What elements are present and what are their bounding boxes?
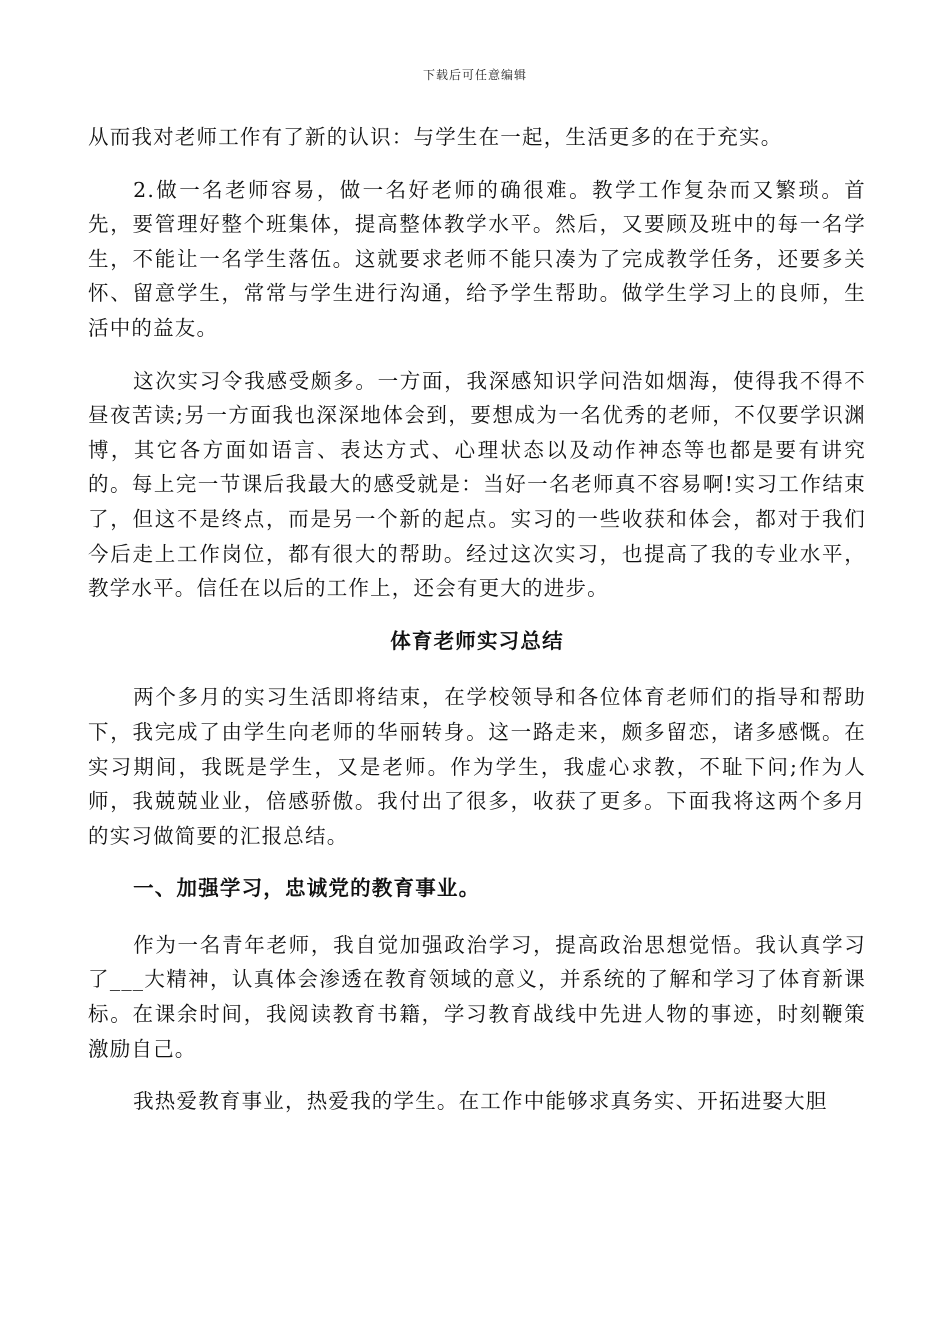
paragraph-4: 两个多月的实习生活即将结束，在学校领导和各位体育老师们的指导和帮助下，我完成了由学生向老师的华丽转身。这一路走来，颇多留恋，诸多感慨。在实习期间，我既是学生，又是老师。作为学生，我虚心求教，不耻下问;作为人师，我兢兢业业，倍感骄傲。我付出了很多，收获了更多。下面我将这两个多月的实习做简要的汇报总结。	[88, 685, 866, 848]
paragraph-1: 从而我对老师工作有了新的认识：与学生在一起，生活更多的在于充实。	[88, 125, 783, 149]
section-heading-1: 一、加强学习，忠诚党的教育事业。	[133, 876, 481, 901]
paragraph-2: 2.做一名老师容易，做一名好老师的确很难。教学工作复杂而又繁琐。首先，要管理好整个班集体，提高整体教学水平。然后，又要顾及班中的每一名学生，不能让一名学生落伍。这就要求老师不能只凑为了完成教学任务，还要多关怀、留意学生，常常与学生进行沟通，给予学生帮助。做学生学习上的良师，生活中的益友。	[88, 177, 866, 340]
paragraph-3: 这次实习令我感受颇多。一方面，我深感知识学问浩如烟海，使得我不得不昼夜苦读;另一方面我也深深地体会到，要想成为一名优秀的老师，不仅要学识渊博，其它各方面如语言、表达方式、心理状态以及动作神态等也都是要有讲究的。每上完一节课后我最大的感受就是：当好一名老师真不容易啊!实习工作结束了，但这不是终点，而是另一个新的起点。实习的一些收获和体会，都对于我们今后走上工作岗位，都有很大的帮助。经过这次实习，也提高了我的专业水平，教学水平。信任在以后的工作上，还会有更大的进步。	[88, 368, 866, 601]
page-header-note: 下载后可任意编辑	[422, 68, 527, 82]
paragraph-6: 我热爱教育事业，热爱我的学生。在工作中能够求真务实、开拓进娶大胆	[133, 1089, 828, 1114]
document-body	[88, 120, 866, 1137]
document-title: 体育老师实习总结	[390, 628, 564, 653]
paragraph-5: 作为一名青年老师，我自觉加强政治学习，提高政治思想觉悟。我认真学习了___大精神，认真体会渗透在教育领域的意义，并系统的了解和学习了体育新课标。在课余时间，我阅读教育书籍，学习教育战线中先进人物的事迹，时刻鞭策激励自己。	[88, 932, 866, 1061]
